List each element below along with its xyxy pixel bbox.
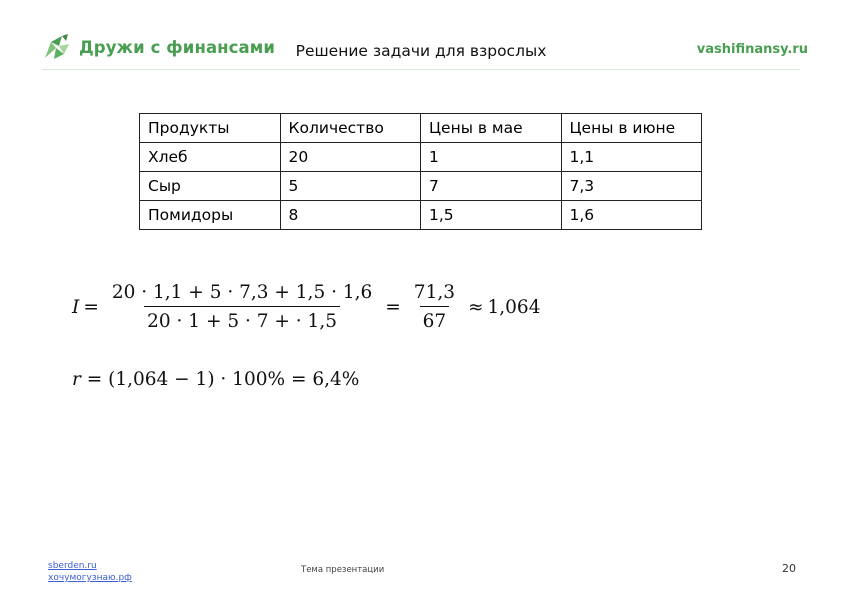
- footer-links: [48, 560, 132, 584]
- page-number: 20: [782, 562, 796, 575]
- formula-rate-expression: = (1,064 − 1) · 100% = 6,4%: [86, 369, 360, 390]
- table-cell: Хлеб: [140, 143, 281, 172]
- header-cell: Продукты: [140, 114, 281, 143]
- header-cell: Цены в мае: [421, 114, 562, 143]
- header-divider: [42, 69, 800, 70]
- table-cell: 1,5: [421, 201, 562, 230]
- growth-rate-formula: [72, 369, 359, 390]
- formula-equals: =: [385, 296, 401, 318]
- table-row: [140, 172, 702, 201]
- formula-rate-variable: r: [72, 369, 81, 390]
- table-cell: 1: [421, 143, 562, 172]
- table-cell: 8: [280, 201, 421, 230]
- fraction-denominator: 20 · 1 + 5 · 7 + · 1,5: [144, 306, 340, 332]
- price-index-formula: [72, 282, 540, 332]
- fraction-numerator: 71,3: [413, 282, 455, 303]
- footer-link-sberden[interactable]: sberden.ru: [48, 561, 97, 571]
- table-header-row: [140, 114, 702, 143]
- price-table: [139, 113, 702, 230]
- formula-equals: =: [83, 296, 99, 318]
- formula-result: 1,064: [487, 296, 541, 318]
- table-row: [140, 201, 702, 230]
- table-row: [140, 143, 702, 172]
- site-url[interactable]: vashifinansy.ru: [696, 42, 808, 57]
- table-cell: 5: [280, 172, 421, 201]
- table-cell: 1,1: [561, 143, 702, 172]
- table-cell: 1,6: [561, 201, 702, 230]
- formula-fraction-main: [109, 282, 375, 332]
- header-cell: Количество: [280, 114, 421, 143]
- footer-link-hochumogu[interactable]: хочумогузнаю.рф: [48, 573, 132, 583]
- fraction-denominator: 67: [420, 306, 450, 332]
- logo-text: Дружи с финансами: [79, 37, 276, 57]
- table-cell: 7,3: [561, 172, 702, 201]
- fraction-numerator: 20 · 1,1 + 5 · 7,3 + 1,5 · 1,6: [111, 282, 373, 303]
- slide-title: Решение задачи для взрослых: [295, 42, 547, 60]
- table-cell: Помидоры: [140, 201, 281, 230]
- formula-index-variable: I: [72, 296, 80, 318]
- table-cell: Сыр: [140, 172, 281, 201]
- table-cell: 20: [280, 143, 421, 172]
- formula-approx: ≈: [468, 296, 484, 318]
- table-cell: 7: [421, 172, 562, 201]
- formula-fraction-result: [411, 282, 458, 332]
- header-cell: Цены в июне: [561, 114, 702, 143]
- presentation-topic: Тема презентации: [301, 565, 385, 575]
